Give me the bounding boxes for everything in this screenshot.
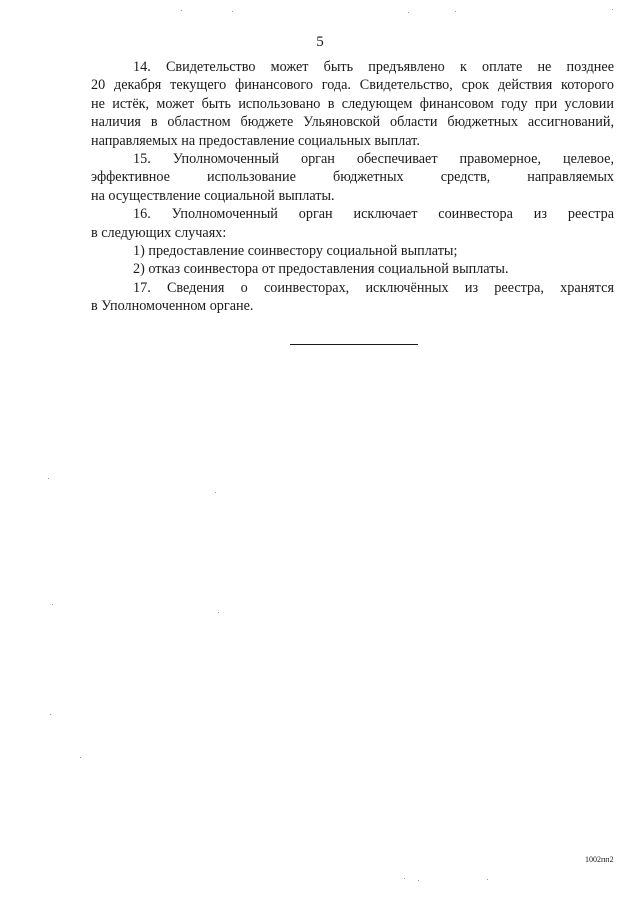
scan-speck	[215, 492, 216, 493]
paragraph-line: 14. Свидетельство может быть предъявлено к оплате не позднее	[133, 59, 614, 75]
paragraph-line: направляемых на предоставление социальных выплат.	[91, 132, 420, 149]
body-text	[91, 58, 614, 316]
paragraph-16	[91, 205, 614, 279]
paragraph-14	[91, 58, 614, 150]
scan-speck	[80, 757, 81, 758]
paragraph-line: не истёк, может быть использовано в следующем финансовом году при условии	[91, 95, 614, 112]
paragraph-line: 16. Уполномоченный орган исключает соинвестора из реестра	[133, 206, 614, 223]
scan-speck	[418, 880, 419, 881]
paragraph-line: 20 декабря текущего финансового года. Свидетельство, срок действия которого	[91, 77, 614, 94]
scan-speck	[218, 612, 219, 613]
paragraph-line: в Уполномоченном органе.	[91, 298, 254, 315]
paragraph-17	[91, 279, 614, 316]
scan-speck	[48, 478, 49, 479]
paragraph-line: на осуществление социальной выплаты.	[91, 187, 335, 204]
paragraph-line: в следующих случаях:	[91, 224, 227, 241]
page-number: 5	[316, 34, 324, 50]
scan-speck	[487, 879, 488, 880]
scan-speck	[232, 11, 233, 12]
scan-speck	[50, 714, 51, 715]
scan-speck	[404, 878, 405, 879]
list-item: 1) предоставление соинвестору социальной выплаты;	[133, 243, 458, 260]
footer-code: 1002пп2	[585, 855, 614, 864]
closing-rule	[290, 344, 418, 345]
paragraph-15	[91, 150, 614, 205]
scan-speck	[52, 604, 53, 605]
scan-speck	[181, 10, 182, 11]
scan-speck	[455, 11, 456, 12]
list-item: 2) отказ соинвестора от предоставления социальной выплаты.	[133, 261, 509, 278]
scan-speck	[612, 9, 613, 10]
paragraph-line: наличия в областном бюджете Ульяновской области бюджетных ассигнований,	[91, 114, 614, 131]
paragraph-line: эффективное использование бюджетных средств, направляемых	[91, 169, 614, 186]
paragraph-line: 17. Сведения о соинвесторах, исключённых из реестра, хранятся	[133, 279, 614, 296]
paragraph-line: 15. Уполномоченный орган обеспечивает правомерное, целевое,	[133, 151, 614, 168]
scan-speck	[408, 12, 409, 13]
